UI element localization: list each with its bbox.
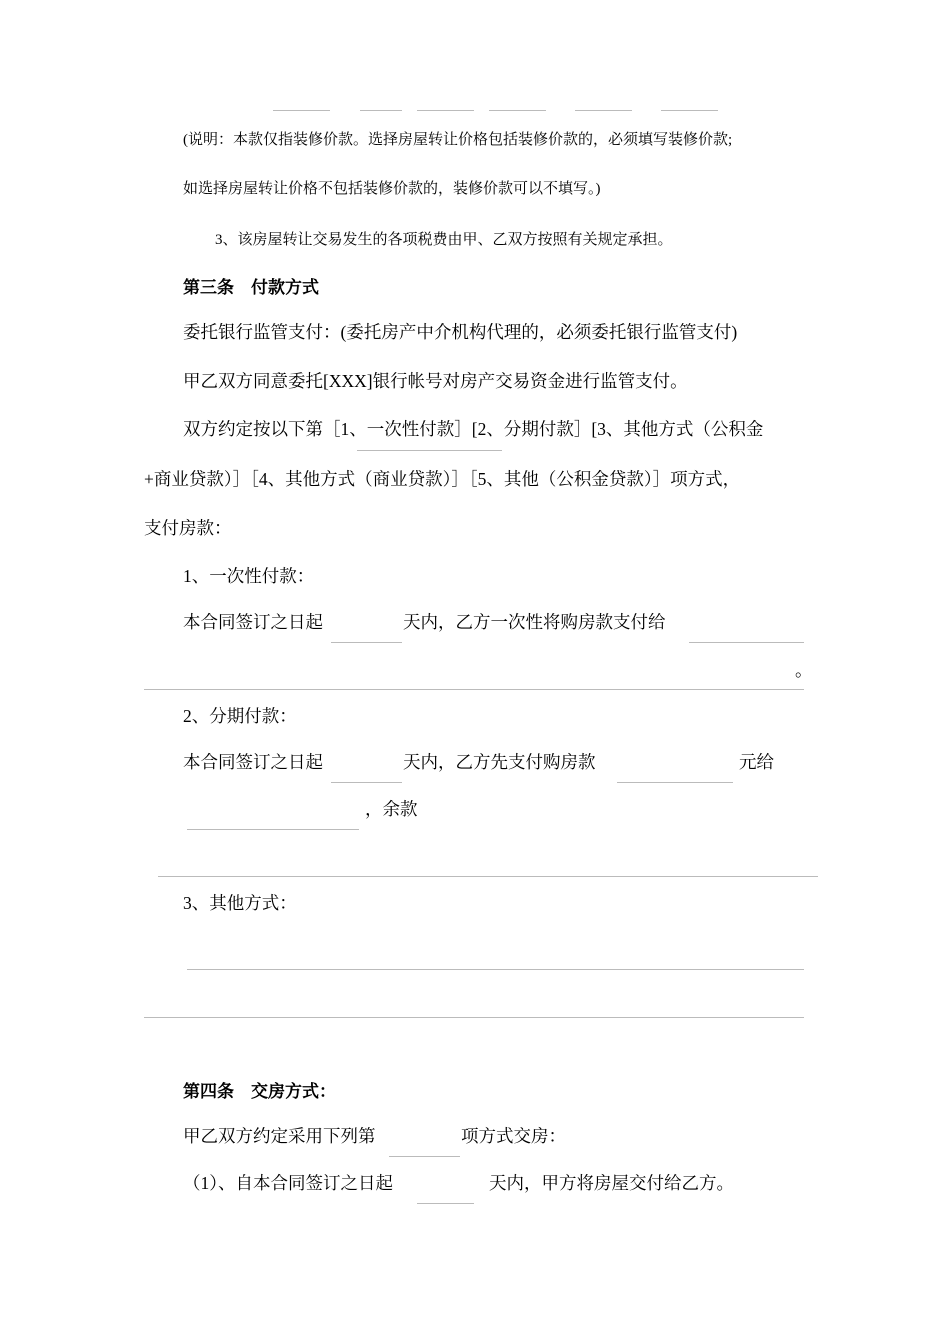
article4-p2-a: （1）、自本合同签订之日起 — [183, 1173, 393, 1193]
days-blank[interactable] — [331, 782, 402, 783]
article4-title: 第四条 交房方式： — [183, 1082, 336, 1101]
blank-line[interactable] — [575, 110, 632, 111]
blank-line[interactable] — [360, 110, 402, 111]
opt2-text-c: 元给 — [739, 752, 774, 772]
article3-p3-line3: 支付房款： — [144, 518, 232, 538]
blank-line[interactable] — [187, 969, 804, 970]
opt2-title: 2、分期付款： — [183, 706, 297, 726]
opt1-text-b: 天内，乙方一次性将购房款支付给 — [403, 612, 666, 632]
days-blank[interactable] — [417, 1203, 474, 1204]
note-line-1: (说明：本款仅指装修价款。选择房屋转让价格包括装修价款的，必须填写装修价款; — [183, 132, 733, 148]
amount-blank[interactable] — [617, 782, 733, 783]
opt1-title: 1、一次性付款： — [183, 566, 315, 586]
opt3-title: 3、其他方式： — [183, 893, 297, 913]
blank-line[interactable] — [357, 450, 502, 451]
article3-p2: 甲乙双方同意委托[XXX]银行帐号对房产交易资金进行监管支付。 — [183, 371, 688, 391]
payee-blank[interactable] — [187, 829, 359, 830]
article3-p3-line2: +商业贷款）］［4、其他方式（商业贷款）］［5、其他（公积金贷款）］项方式， — [144, 469, 741, 489]
blank-line[interactable] — [489, 110, 546, 111]
days-blank[interactable] — [331, 642, 402, 643]
opt1-text-a: 本合同签订之日起 — [183, 612, 323, 632]
article4-p1-a: 甲乙双方约定采用下列第 — [183, 1126, 376, 1146]
article3-title: 第三条 付款方式 — [183, 278, 319, 297]
blank-line[interactable] — [661, 110, 718, 111]
option-blank[interactable] — [389, 1156, 460, 1157]
blank-line[interactable] — [144, 689, 804, 690]
article4-p2-b: 天内，甲方将房屋交付给乙方。 — [489, 1173, 734, 1193]
article3-p1: 委托银行监管支付：(委托房产中介机构代理的，必须委托银行监管支付) — [183, 322, 738, 342]
opt2-text-d: ，余款 — [365, 799, 418, 819]
tax-clause: 3、该房屋转让交易发生的各项税费由甲、乙双方按照有关规定承担。 — [215, 232, 673, 248]
payee-blank[interactable] — [689, 642, 804, 643]
opt2-text-b: 天内，乙方先支付购房款 — [403, 752, 596, 772]
blank-line[interactable] — [417, 110, 474, 111]
opt2-text-a: 本合同签订之日起 — [183, 752, 323, 772]
opt1-end: 。 — [795, 660, 813, 680]
article3-p3-line1: 双方约定按以下第［1、一次性付款］[2、分期付款］[3、其他方式（公积金 — [183, 419, 764, 439]
blank-line[interactable] — [273, 110, 330, 111]
note-line-2: 如选择房屋转让价格不包括装修价款的，装修价款可以不填写。) — [183, 181, 601, 197]
article4-p1-b: 项方式交房： — [461, 1126, 566, 1146]
blank-line[interactable] — [158, 876, 818, 877]
blank-line[interactable] — [144, 1017, 804, 1018]
